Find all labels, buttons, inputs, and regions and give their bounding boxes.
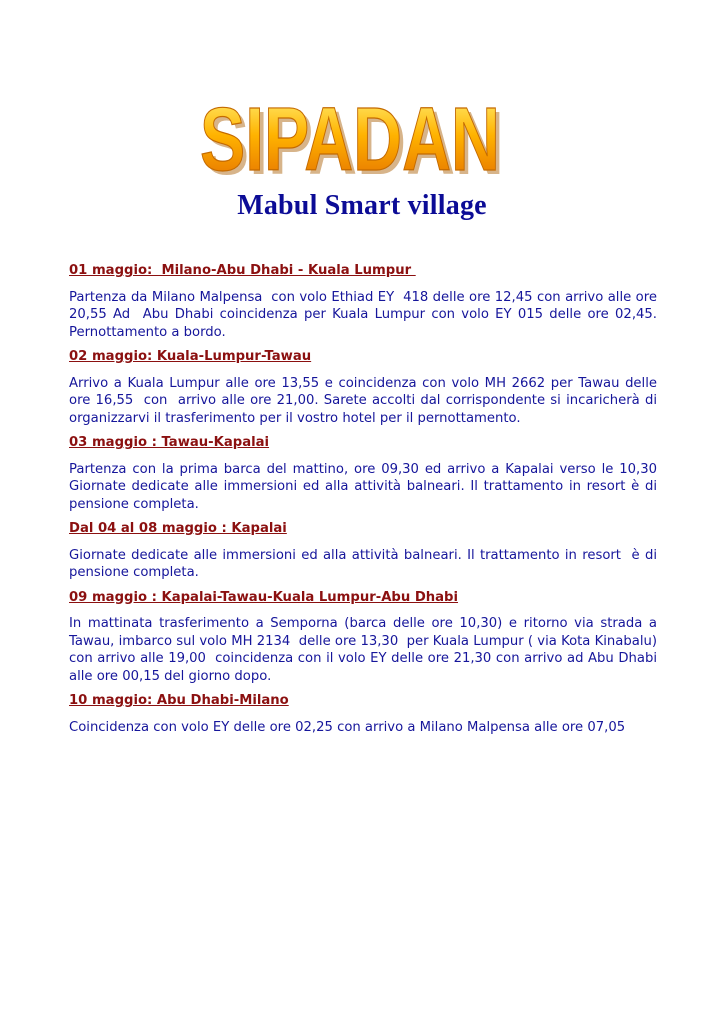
day-description: In mattinata trasferimento a Semporna (barca delle ore 10,30) e ritorno via strada a Tawau, imbarco sul volo MH 2134 delle ore 13,30 per Kuala Lumpur ( via Kota Kinabalu) con arrivo alle 19,00 coincidenza con il volo EY delle ore 21,30 con arrivo ad Abu Dhabi alle ore 00,15 del giorno dopo. bbox=[69, 616, 662, 684]
day-heading: 09 maggio : Kapalai-Tawau-Kuala Lumpur-Abu Dhabi bbox=[69, 589, 459, 605]
document-subtitle: Mabul Smart village bbox=[237, 190, 487, 221]
title-wordart bbox=[190, 92, 510, 184]
itinerary bbox=[69, 262, 662, 743]
day-entry bbox=[69, 589, 662, 686]
day-heading: 03 maggio : Tawau-Kapalai bbox=[69, 435, 270, 450]
day-entry bbox=[69, 520, 662, 582]
day-description: Partenza da Milano Malpensa con volo Ethiad EY 418 delle ore 12,45 con arrivo alle ore 20,55 Ad Abu Dhabi coincidenza per Kuala Lumpur con volo EY 015 delle ore 02,45. Pernottamento a bordo. bbox=[69, 289, 662, 340]
day-heading: 01 maggio: Milano-Abu Dhabi - Kuala Lumpur bbox=[69, 263, 416, 278]
day-entry bbox=[69, 692, 657, 736]
day-heading: 02 maggio: Kuala-Lumpur-Tawau bbox=[69, 349, 312, 364]
title-shadow: SIPADAN bbox=[204, 94, 504, 184]
day-entry bbox=[69, 262, 662, 341]
day-heading: Dal 04 al 08 maggio : Kapalai bbox=[69, 521, 287, 536]
day-description: Coincidenza con volo EY delle ore 02,25 con arrivo a Milano Malpensa alle ore 07,05 bbox=[69, 719, 626, 735]
day-heading: 10 maggio: Abu Dhabi-Milano bbox=[69, 693, 289, 708]
day-description: Partenza con la prima barca del mattino, ore 09,30 ed arrivo a Kapalai verso le 10,30 Giornate dedicate alle immersioni ed alla attività balneari. Il trattamento in resort è di pensione completa. bbox=[69, 461, 662, 512]
day-entry bbox=[69, 434, 662, 513]
day-description: Giornate dedicate alle immersioni ed alla attività balneari. Il trattamento in resort è di pensione completa. bbox=[69, 547, 662, 580]
day-description: Arrivo a Kuala Lumpur alle ore 13,55 e coincidenza con volo MH 2662 per Tawau delle ore 16,55 con arrivo alle ore 21,00. Sarete accolti dal corrispondente si incaricherà di organizzarvi il trasferimento per il vostro hotel per il pernottamento. bbox=[69, 375, 662, 426]
document-title: SIPADAN bbox=[200, 92, 500, 184]
day-entry bbox=[69, 348, 662, 427]
title-banner bbox=[190, 92, 510, 184]
